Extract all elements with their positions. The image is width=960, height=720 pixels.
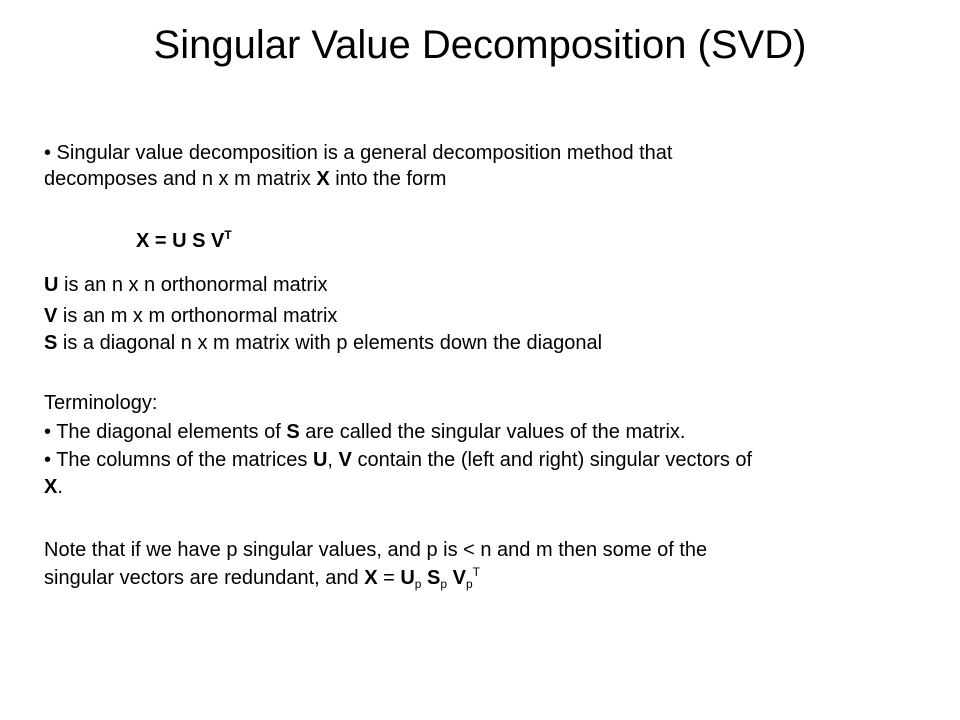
- note-eq-s-sub: p: [440, 577, 448, 591]
- terminology-b1-post: are called the singular values of the matrix.: [299, 421, 686, 443]
- definition-v: [44, 303, 337, 329]
- note-eq-equals: =: [377, 567, 401, 589]
- intro-line-2: [44, 166, 446, 192]
- note-eq-u: U: [400, 567, 415, 589]
- intro-line-1: [44, 140, 673, 166]
- terminology-bullet-1: [44, 419, 685, 445]
- note-eq-s: S: [421, 567, 441, 589]
- note-eq-v-sup: T: [472, 565, 481, 579]
- definition-s: [44, 330, 602, 356]
- slide-title: Singular Value Decomposition (SVD): [153, 23, 807, 67]
- terminology-bullet-2: [44, 447, 752, 473]
- terminology-bullet-2-cont: [44, 474, 63, 500]
- definition-s-symbol: S: [44, 332, 58, 354]
- terminology-b2-x: X: [44, 476, 58, 498]
- terminology-b2-u: U: [312, 449, 328, 471]
- definition-u: [44, 272, 327, 298]
- terminology-b2-pre: • The columns of the matrices: [44, 449, 313, 471]
- note-text-1: Note that if we have p singular values, and p is < n and m then some of the: [44, 539, 708, 561]
- equation-transpose: T: [224, 228, 232, 242]
- svd-equation: [136, 228, 232, 254]
- note-eq-v-sub: p: [465, 577, 473, 591]
- note-line-1: [44, 537, 707, 563]
- terminology-b1-s: S: [286, 421, 300, 443]
- intro-matrix-x: X: [316, 168, 330, 190]
- definition-u-text: is an n x n orthonormal matrix: [58, 274, 328, 296]
- terminology-b2-v: V: [338, 449, 352, 471]
- note-eq-v: V: [447, 567, 466, 589]
- intro-text-2-pre: decomposes and n x m matrix: [44, 168, 317, 190]
- definition-s-text: is a diagonal n x m matrix with p elements down the diagonal: [57, 332, 603, 354]
- note-eq-u-sub: p: [414, 577, 422, 591]
- definition-u-symbol: U: [44, 274, 59, 296]
- terminology-b1-pre: • The diagonal elements of: [44, 421, 287, 443]
- note-line-2: [44, 565, 480, 591]
- terminology-b2-post: contain the (left and right) singular vectors of: [351, 449, 753, 471]
- definition-v-symbol: V: [44, 305, 58, 327]
- intro-text-1: • Singular value decomposition is a general decomposition method that: [44, 142, 673, 164]
- note-text-2-pre: singular vectors are redundant, and: [44, 567, 365, 589]
- terminology-b2-mid: ,: [327, 449, 339, 471]
- terminology-b2-period: .: [57, 476, 63, 498]
- definition-v-text: is an m x m orthonormal matrix: [57, 305, 338, 327]
- terminology-heading: Terminology:: [44, 392, 158, 414]
- intro-text-2-post: into the form: [329, 168, 447, 190]
- note-eq-x: X: [364, 567, 378, 589]
- equation-lhs: X = U S V: [136, 230, 225, 252]
